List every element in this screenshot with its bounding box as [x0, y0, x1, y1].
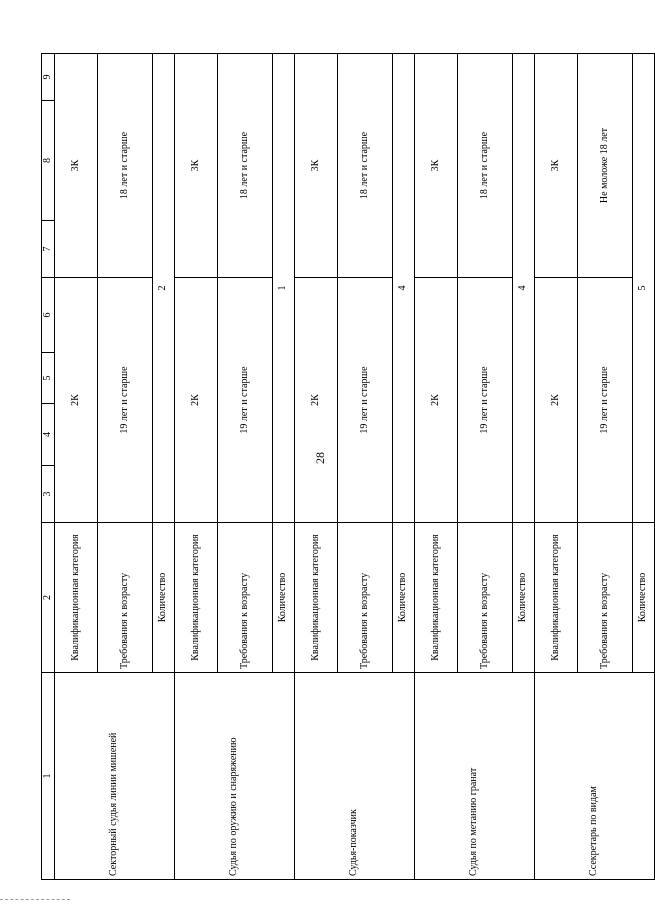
- age-value-left: 19 лет и старше: [97, 278, 152, 523]
- column-header-8: 8: [42, 101, 55, 221]
- row-label-quantity: Количество: [272, 523, 294, 673]
- row-label-quantity: Количество: [632, 523, 654, 673]
- row-label-age: Требования к возрасту: [217, 523, 272, 673]
- category-value-right: 3К: [414, 54, 457, 278]
- row-label-category: Квалификационная категория: [414, 523, 457, 673]
- row-label-age: Требования к возрасту: [97, 523, 152, 673]
- column-header-4: 4: [42, 404, 55, 466]
- row-label-age: Требования к возрасту: [337, 523, 392, 673]
- regulation-table-rotated: [41, 54, 649, 880]
- position-name: Судья по оружию и снаряжению: [174, 673, 294, 880]
- table-row: [534, 54, 577, 880]
- row-label-category: Квалификационная категория: [294, 523, 337, 673]
- scan-edge-mark: [0, 899, 70, 902]
- age-value-right: 18 лет и старше: [457, 54, 512, 278]
- quantity-value: 2: [152, 54, 174, 523]
- age-value-right: Не моложе 18 лет: [577, 54, 632, 278]
- row-label-category: Квалификационная категория: [54, 523, 97, 673]
- quantity-value: 4: [512, 54, 534, 523]
- category-value-right: 3К: [534, 54, 577, 278]
- position-name: Ссекретарь по видам: [534, 673, 654, 880]
- table-row: [54, 54, 97, 880]
- table-row: [294, 54, 337, 880]
- table-row: [414, 54, 457, 880]
- age-value-left: 19 лет и старше: [577, 278, 632, 523]
- row-label-category: Квалификационная категория: [534, 523, 577, 673]
- position-name: Секторный судья линии мишеней: [54, 673, 174, 880]
- row-label-age: Требования к возрасту: [457, 523, 512, 673]
- quantity-value: 1: [272, 54, 294, 523]
- age-value-left: 19 лет и старше: [457, 278, 512, 523]
- quantity-value: 5: [632, 54, 654, 523]
- category-value-left: 2К: [54, 278, 97, 523]
- age-value-right: 18 лет и старше: [337, 54, 392, 278]
- column-header-1: 1: [42, 673, 55, 880]
- age-value-right: 18 лет и старше: [97, 54, 152, 278]
- category-value-right: 3К: [174, 54, 217, 278]
- referee-requirements-table: [41, 53, 655, 880]
- category-value-right: 3К: [54, 54, 97, 278]
- row-label-quantity: Количество: [152, 523, 174, 673]
- quantity-value: 4: [392, 54, 414, 523]
- column-header-7: 7: [42, 221, 55, 278]
- category-value-left: 2К: [534, 278, 577, 523]
- column-header-3: 3: [42, 466, 55, 523]
- position-name: Судья по метанию гранат: [414, 673, 534, 880]
- column-number-row: [42, 54, 55, 880]
- row-label-category: Квалификационная категория: [174, 523, 217, 673]
- row-label-quantity: Количество: [392, 523, 414, 673]
- column-header-6: 6: [42, 278, 55, 353]
- column-header-2: 2: [42, 523, 55, 673]
- category-value-left: 2К: [174, 278, 217, 523]
- category-value-left: 2К: [414, 278, 457, 523]
- age-value-left: 19 лет и старше: [337, 278, 392, 523]
- table-row: [174, 54, 217, 880]
- page-number: 28: [312, 452, 327, 464]
- position-name: Судья-показчик: [294, 673, 414, 880]
- column-header-9: 9: [42, 54, 55, 101]
- age-value-left: 19 лет и старше: [217, 278, 272, 523]
- row-label-age: Требования к возрасту: [577, 523, 632, 673]
- category-value-right: 3К: [294, 54, 337, 278]
- row-label-quantity: Количество: [512, 523, 534, 673]
- column-header-5: 5: [42, 353, 55, 404]
- age-value-right: 18 лет и старше: [217, 54, 272, 278]
- category-value-left: 2К: [294, 278, 337, 523]
